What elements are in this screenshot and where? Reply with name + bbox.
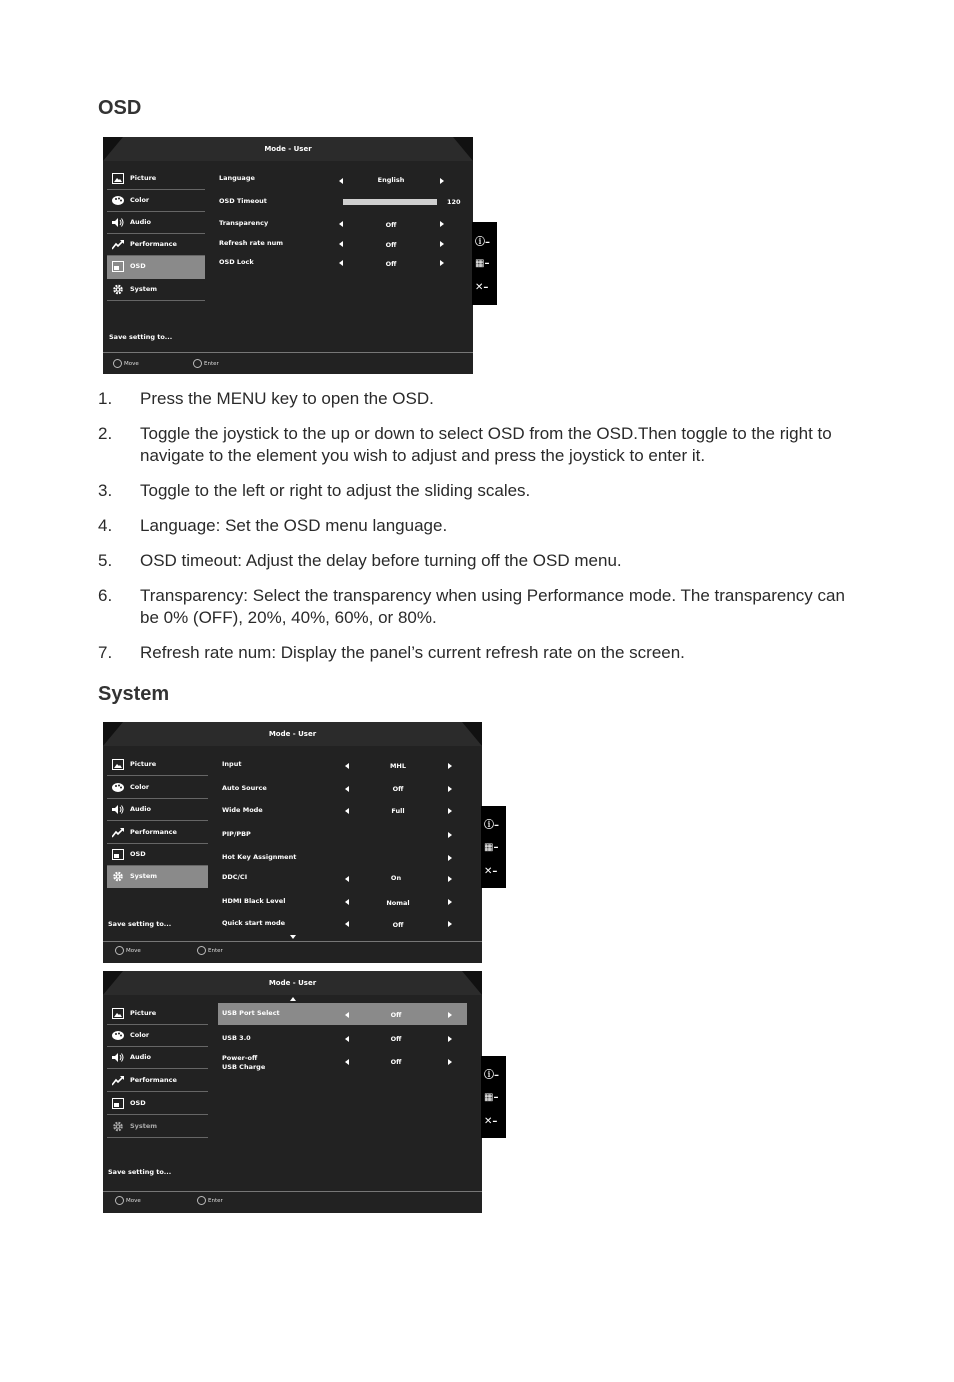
arrow-right-icon[interactable] [448,1059,452,1065]
menu-item-osd[interactable] [107,256,205,279]
footer-divider [103,941,482,942]
menu-item-color[interactable] [107,190,205,212]
side-button-bar [472,222,497,305]
menu-label: System [130,285,158,293]
joystick-icon [197,946,206,955]
menu-label: Audio [130,218,152,226]
palette-icon [112,782,124,793]
footer-enter: Enter [193,359,219,368]
grid-icon[interactable]: ▦– [484,842,499,853]
arrow-right-icon[interactable] [448,808,452,814]
speaker-icon [112,217,124,228]
osd-title: Mode - User [268,730,317,738]
joystick-icon [113,359,122,368]
arrow-left-icon[interactable] [345,786,349,792]
arrow-left-icon[interactable] [345,1059,349,1065]
row-usb3-label: USB 3.0 [222,1034,251,1042]
grid-icon[interactable]: ▦– [484,1092,499,1103]
footer-divider [103,352,473,353]
gear-icon [112,1121,124,1132]
arrow-right-icon[interactable] [440,241,444,247]
menu-label: OSD [130,850,146,858]
list-item: 6. Transparency: Select the transparency when using Performance mode. The transparency can be 0% (OFF), 20%, 40%, 60%, or 80%. [98,586,845,627]
menu-item-system[interactable] [107,279,205,301]
gear-icon [112,284,124,295]
speaker-icon [112,1052,124,1063]
arrow-left-icon[interactable] [345,1012,349,1018]
side-button-bar [481,806,506,888]
save-setting-link[interactable]: Save setting to... [108,1168,172,1176]
osd-timeout-slider[interactable] [343,199,437,205]
row-osd-timeout-value: 120 [447,198,461,206]
list-item: 2. Toggle the joystick to the up or down to select OSD from the OSD.Then toggle to the right to navigate to the element you wish to adjust and press the joystick to enter it. [98,424,832,465]
row-refresh-label: Refresh rate num [219,239,284,247]
menu-item-audio[interactable] [107,799,208,821]
menu-item-osd[interactable] [107,844,208,866]
info-icon[interactable]: ⓘ– [475,237,490,248]
menu-item-system[interactable] [107,1116,208,1138]
footer-move: Move [115,1196,141,1205]
menu-item-color[interactable] [107,1025,208,1047]
system-heading: System [98,683,170,705]
row-quick-start-value: Off [392,921,404,929]
arrow-left-icon[interactable] [345,808,349,814]
row-auto-source-label: Auto Source [222,784,267,792]
menu-label: Color [130,1031,150,1039]
menu-label: Performance [130,828,177,836]
row-auto-source-value: Off [392,785,404,793]
arrow-right-icon[interactable] [440,260,444,266]
arrow-right-icon[interactable] [448,899,452,905]
menu-label: Audio [130,1053,152,1061]
row-osd-timeout-label: OSD Timeout [219,197,267,205]
arrow-right-icon[interactable] [448,921,452,927]
menu-label: Picture [130,760,157,768]
menu-item-system[interactable] [107,866,208,888]
row-input-label: Input [222,760,242,768]
arrow-left-icon[interactable] [345,876,349,882]
joystick-icon [115,946,124,955]
info-icon[interactable]: ⓘ– [484,1070,499,1081]
palette-icon [112,195,124,206]
row-language-value: English [377,176,405,184]
row-usb-port-label: USB Port Select [222,1009,280,1017]
instruction-list [98,388,858,677]
row-hot-key-label: Hot Key Assignment [222,853,297,861]
menu-item-color[interactable] [107,777,208,799]
row-ddc-ci-label: DDC/CI [222,873,248,881]
list-item: 5. OSD timeout: Adjust the delay before turning off the OSD menu. [98,551,622,570]
menu-label: Color [130,196,150,204]
row-power-off-label: Power-off [222,1054,258,1062]
row-transparency-label: Transparency [219,219,269,227]
picture-icon [112,1008,124,1019]
arrow-left-icon[interactable] [345,1036,349,1042]
menu-label: System [130,872,158,880]
menu-item-audio[interactable] [107,212,205,234]
gear-icon [112,871,124,882]
row-transparency-value: Off [385,221,397,229]
menu-item-performance[interactable] [107,234,205,256]
info-icon[interactable]: ⓘ– [484,820,499,831]
list-item: 7. Refresh rate num: Display the panel’s current refresh rate on the screen. [98,643,685,662]
arrow-left-icon[interactable] [345,899,349,905]
menu-label: System [130,1122,158,1130]
row-osd-lock-label: OSD Lock [219,258,254,266]
arrow-right-icon[interactable] [448,832,452,838]
row-usb-port-value: Off [390,1011,402,1019]
trend-icon [112,1075,124,1086]
osd-icon [112,261,124,272]
close-icon[interactable]: ✕– [475,282,489,293]
arrow-left-icon[interactable] [339,241,343,247]
osd-title: Mode - User [264,145,312,153]
row-power-off-value: Off [390,1058,402,1066]
row-input-value: MHL [389,762,407,770]
row-osd-lock-value: Off [385,260,397,268]
arrow-right-icon[interactable] [448,876,452,882]
side-button-bar [481,1056,506,1138]
scroll-up-icon[interactable] [290,997,296,1001]
osd-icon [112,1098,124,1109]
close-icon[interactable]: ✕– [484,866,498,877]
picture-icon [112,173,124,184]
menu-label: Performance [130,240,177,248]
menu-item-picture[interactable] [107,1003,208,1025]
menu-item-osd[interactable] [107,1093,208,1115]
osd-heading: OSD [98,97,142,119]
row-hdmi-black-label: HDMI Black Level [222,897,286,905]
row-refresh-value: Off [385,241,397,249]
osd-screen-system-page2 [103,971,482,1213]
speaker-icon [112,804,124,815]
footer-move: Move [113,359,139,368]
osd-screen-osd [103,137,473,374]
row-wide-mode-value: Full [391,807,405,815]
arrow-right-icon[interactable] [440,178,444,184]
menu-label: Picture [130,1009,157,1017]
row-wide-mode-label: Wide Mode [222,806,263,814]
menu-item-picture[interactable] [107,168,205,190]
picture-icon [112,759,124,770]
arrow-right-icon[interactable] [448,1036,452,1042]
arrow-right-icon[interactable] [440,221,444,227]
arrow-right-icon[interactable] [448,1012,452,1018]
row-usb3-value: Off [390,1035,402,1043]
arrow-left-icon[interactable] [339,260,343,266]
menu-label: Audio [130,805,152,813]
menu-item-performance[interactable] [107,1070,208,1092]
list-item: 1. Press the MENU key to open the OSD. [98,389,434,408]
row-quick-start-label: Quick start mode [222,919,286,927]
menu-label: Performance [130,1076,177,1084]
joystick-icon [115,1196,124,1205]
arrow-left-icon[interactable] [339,221,343,227]
row-pip-pbp-label: PIP/PBP [222,830,251,838]
palette-icon [112,1030,124,1041]
menu-label: OSD [130,1099,146,1107]
joystick-icon [197,1196,206,1205]
menu-label: OSD [130,262,146,270]
arrow-left-icon[interactable] [345,921,349,927]
menu-label: Color [130,783,150,791]
trend-icon [112,827,124,838]
row-usb-charge-label: USB Charge [222,1063,266,1071]
footer-move: Move [115,946,141,955]
osd-screen-system [103,722,482,963]
menu-item-performance[interactable] [107,822,208,844]
arrow-right-icon[interactable] [448,763,452,769]
save-setting-link[interactable]: Save setting to... [108,920,172,928]
osd-title: Mode - User [268,979,317,987]
arrow-left-icon[interactable] [345,763,349,769]
scroll-down-icon[interactable] [290,935,296,939]
arrow-left-icon[interactable] [339,178,343,184]
row-ddc-ci-value: On [390,874,402,882]
save-setting-link[interactable]: Save setting to... [109,333,173,341]
footer-enter: Enter [197,1196,223,1205]
arrow-right-icon[interactable] [448,855,452,861]
menu-label: Picture [130,174,157,182]
row-language-label: Language [219,174,255,182]
footer-enter: Enter [197,946,223,955]
menu-item-picture[interactable] [107,754,208,776]
arrow-right-icon[interactable] [448,786,452,792]
list-item: 4. Language: Set the OSD menu language. [98,516,448,535]
list-item: 3. Toggle to the left or right to adjust the sliding scales. [98,481,531,500]
footer-divider [103,1191,482,1192]
trend-icon [112,239,124,250]
grid-icon[interactable]: ▦– [475,258,490,269]
close-icon[interactable]: ✕– [484,1116,498,1127]
joystick-icon [193,359,202,368]
osd-icon [112,849,124,860]
row-hdmi-black-value: Nomal [386,899,410,907]
menu-item-audio[interactable] [107,1047,208,1069]
